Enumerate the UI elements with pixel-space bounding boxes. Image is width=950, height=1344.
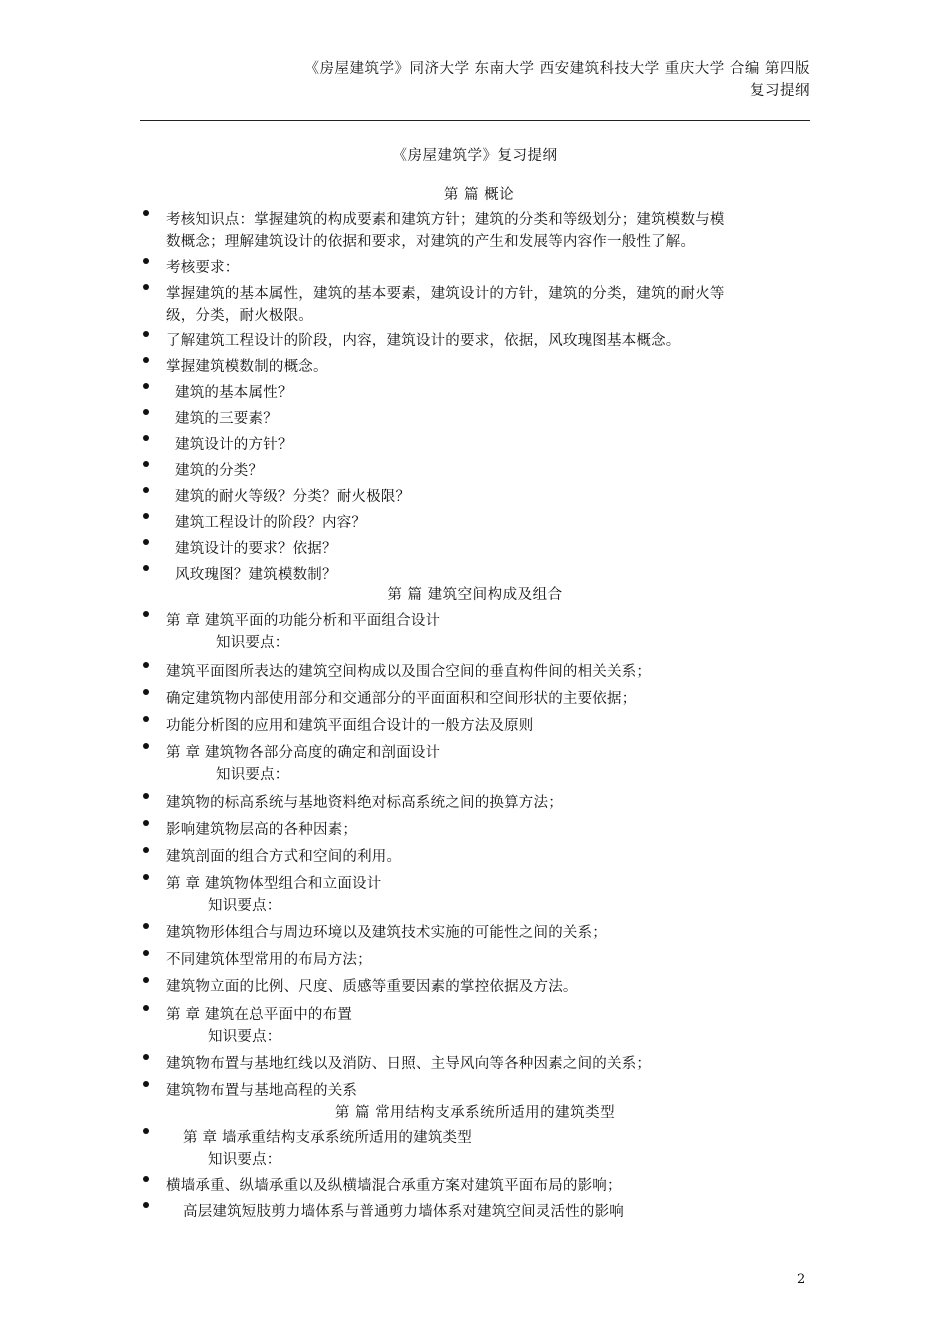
- bullet-icon: [143, 284, 149, 290]
- key-points-label: 知识要点：: [208, 1029, 282, 1045]
- question-item: 建筑的分类？: [175, 463, 264, 479]
- list-item: 不同建筑体型常用的布局方法；: [166, 952, 372, 968]
- bullet-icon: [143, 357, 149, 363]
- bullet-icon: [143, 1128, 149, 1134]
- bullet-icon: [143, 383, 149, 389]
- bullet-icon: [143, 409, 149, 415]
- question-item: 建筑设计的要求？依据？: [175, 541, 337, 557]
- key-points-label: 知识要点：: [208, 898, 282, 914]
- bullet-icon: [143, 820, 149, 826]
- chapter-heading: 第 章 墙承重结构支承系统所适用的建筑类型: [183, 1130, 472, 1146]
- bullet-icon: [143, 977, 149, 983]
- header-divider: [140, 120, 810, 121]
- bullet-icon: [143, 513, 149, 519]
- list-item: 建筑剖面的组合方式和空间的利用。: [166, 849, 402, 865]
- bullet-icon: [143, 743, 149, 749]
- bullet-icon: [143, 1054, 149, 1060]
- bullet-icon: [143, 565, 149, 571]
- header-title-line: 《房屋建筑学》同济大学 东南大学 西安建筑科技大学 重庆大学 合编 第四版: [304, 61, 810, 77]
- question-item: 建筑工程设计的阶段？内容？: [175, 515, 367, 531]
- list-item: 掌握建筑的基本属性，建筑的基本要素，建筑设计的方针，建筑的分类，建筑的耐火等: [166, 286, 725, 302]
- bullet-icon: [143, 662, 149, 668]
- bullet-icon: [143, 1202, 149, 1208]
- bullet-icon: [143, 1081, 149, 1087]
- list-item-continuation: 数概念；理解建筑设计的依据和要求，对建筑的产生和发展等内容作一般性了解。: [166, 234, 696, 250]
- bullet-icon: [143, 874, 149, 880]
- list-item: 掌握建筑模数制的概念。: [166, 359, 328, 375]
- part3-title: 第 篇 常用结构支承系统所适用的建筑类型: [334, 1105, 616, 1121]
- list-item-continuation: 级，分类，耐火极限。: [166, 308, 313, 324]
- key-points-label: 知识要点：: [208, 1152, 282, 1168]
- bullet-icon: [143, 847, 149, 853]
- bullet-icon: [143, 331, 149, 337]
- question-item: 建筑设计的方针？: [175, 437, 293, 453]
- bullet-icon: [143, 210, 149, 216]
- bullet-icon: [143, 461, 149, 467]
- chapter-heading: 第 章 建筑在总平面中的布置: [166, 1007, 353, 1023]
- question-item: 风玫瑰图？建筑模数制？: [175, 567, 337, 583]
- bullet-icon: [143, 950, 149, 956]
- question-item: 建筑的三要素？: [175, 411, 278, 427]
- list-item: 横墙承重、纵墙承重以及纵横墙混合承重方案对建筑平面布局的影响；: [166, 1178, 622, 1194]
- bullet-icon: [143, 716, 149, 722]
- page-number: 2: [797, 1272, 806, 1287]
- chapter-heading: 第 章 建筑平面的功能分析和平面组合设计: [166, 613, 441, 629]
- list-item: 了解建筑工程设计的阶段，内容，建筑设计的要求，依据，风玫瑰图基本概念。: [166, 333, 681, 349]
- list-item: 确定建筑物内部使用部分和交通部分的平面面积和空间形状的主要依据；: [166, 691, 637, 707]
- chapter-heading: 第 章 建筑物各部分高度的确定和剖面设计: [166, 745, 441, 761]
- list-item: 建筑平面图所表达的建筑空间构成以及围合空间的垂直构件间的相关关系；: [166, 664, 652, 680]
- document-title: 《房屋建筑学》复习提纲: [392, 148, 558, 164]
- bullet-icon: [143, 435, 149, 441]
- bullet-icon: [143, 258, 149, 264]
- bullet-icon: [143, 539, 149, 545]
- bullet-icon: [143, 1176, 149, 1182]
- part1-title: 第 篇 概论: [443, 187, 515, 203]
- question-item: 建筑的基本属性？: [175, 385, 293, 401]
- list-item: 考核知识点：掌握建筑的构成要素和建筑方针；建筑的分类和等级划分；建筑模数与模: [166, 212, 725, 228]
- list-item: 考核要求：: [166, 260, 240, 276]
- list-item: 建筑物形体组合与周边环境以及建筑技术实施的可能性之间的关系；: [166, 925, 607, 941]
- part2-title: 第 篇 建筑空间构成及组合: [387, 587, 563, 603]
- list-item: 建筑物布置与基地高程的关系: [166, 1083, 358, 1099]
- key-points-label: 知识要点：: [216, 635, 290, 651]
- list-item: 影响建筑物层高的各种因素；: [166, 822, 358, 838]
- bullet-icon: [143, 923, 149, 929]
- key-points-label: 知识要点：: [216, 767, 290, 783]
- bullet-icon: [143, 611, 149, 617]
- list-item: 建筑物立面的比例、尺度、质感等重要因素的掌控依据及方法。: [166, 979, 578, 995]
- bullet-icon: [143, 487, 149, 493]
- header-subtitle-line: 复习提纲: [750, 83, 810, 99]
- chapter-heading: 第 章 建筑物体型组合和立面设计: [166, 876, 382, 892]
- bullet-icon: [143, 793, 149, 799]
- bullet-icon: [143, 1005, 149, 1011]
- list-item: 建筑物的标高系统与基地资料绝对标高系统之间的换算方法；: [166, 795, 563, 811]
- list-item: 功能分析图的应用和建筑平面组合设计的一般方法及原则: [166, 718, 534, 734]
- list-item: 高层建筑短肢剪力墙体系与普通剪力墙体系对建筑空间灵活性的影响: [183, 1204, 624, 1220]
- list-item: 建筑物布置与基地红线以及消防、日照、主导风向等各种因素之间的关系；: [166, 1056, 652, 1072]
- question-item: 建筑的耐火等级？分类？耐火极限？: [175, 489, 411, 505]
- bullet-icon: [143, 689, 149, 695]
